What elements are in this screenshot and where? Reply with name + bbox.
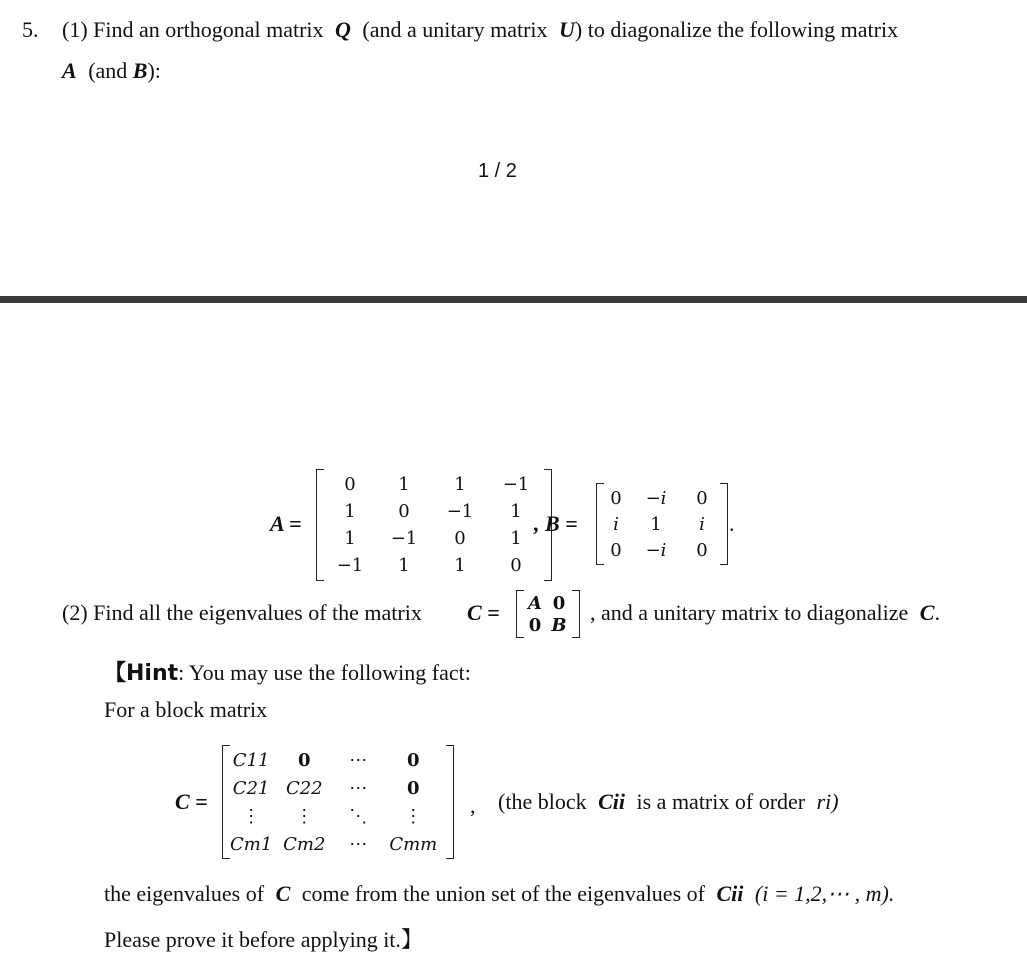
eig-b: come from the union set of the eigenvalues of — [301, 881, 705, 906]
part2-C-equals: C = — [467, 600, 500, 625]
block-matrix-AB — [516, 590, 580, 638]
matrix-A-cell: 1 — [454, 474, 466, 495]
matrix-B-cell: −i — [645, 539, 667, 561]
matrix-A-cell: −1 — [336, 555, 364, 576]
block-note-a: (the block — [498, 789, 587, 814]
matrix-A-cell: −1 — [446, 501, 474, 522]
hint-open: 【Hint — [104, 661, 179, 686]
matrix-B-cell: 0 — [696, 487, 708, 509]
part2-text: (2) Find all the eigenvalues of the matrix — [62, 600, 422, 625]
matrix-C-cell: 0 — [407, 749, 420, 771]
matrix-C-left-bracket — [222, 745, 230, 859]
A-equals-label: A = — [270, 511, 302, 536]
symbol-A: A — [62, 58, 77, 83]
matrix-A-cell: 0 — [510, 555, 522, 576]
matrix-B-cell: 0 — [696, 539, 708, 561]
block-matrix-AB-cell: 0 — [528, 614, 542, 636]
matrix-A-cell: 0 — [344, 474, 356, 495]
hint-line — [104, 656, 471, 687]
block-matrix-AB-left-bracket — [516, 590, 524, 638]
problem-number: 5. — [22, 17, 39, 42]
block-matrix-AB-cell: 0 — [552, 592, 566, 614]
eig-a: the eigenvalues of — [104, 881, 265, 906]
matrix-A-cell: 0 — [454, 528, 466, 549]
matrix-C-cell: C21 — [232, 777, 270, 799]
matrix-C-cell: ⋮ — [295, 805, 314, 827]
block-note-Cii: Cii — [598, 789, 625, 814]
part2-symbol-C: C — [919, 600, 935, 625]
matrix-B-cell: 0 — [610, 487, 622, 509]
matrix-C-cell: Cm1 — [230, 833, 273, 855]
matrix-A-cell: 1 — [510, 528, 522, 549]
matrix-B-cell: i — [699, 513, 705, 535]
matrix-A-cell: −1 — [390, 528, 418, 549]
matrix-C-comma: , — [470, 793, 476, 818]
matrix-B-cell: −i — [645, 487, 667, 509]
page-divider — [0, 296, 1027, 303]
matrix-C-table — [230, 746, 446, 858]
problem-line-2 — [62, 58, 161, 84]
problem-line-1 — [62, 17, 898, 43]
block-note-b: is a matrix of order — [636, 789, 806, 814]
matrix-C-cell: ⋮ — [404, 805, 423, 827]
block-note — [498, 789, 839, 815]
matrix-A-table — [324, 471, 544, 579]
matrix-A-cell: 1 — [344, 528, 356, 549]
matrix-C-cell: ⋯ — [349, 833, 368, 855]
eigenvalues-line — [104, 881, 894, 907]
block-note-r: ri) — [816, 789, 839, 814]
matrix-A-cell: 1 — [344, 501, 356, 522]
matrix-B-left-bracket — [596, 483, 604, 565]
symbol-Q: Q — [335, 17, 351, 42]
matrix-C-cell: ⋯ — [349, 749, 368, 771]
and-text: (and — [88, 58, 128, 83]
prove-line: Please prove it before applying it.】 — [104, 927, 423, 952]
matrix-A-cell: 1 — [454, 555, 466, 576]
matrix-B — [596, 483, 728, 565]
matrix-A-cell: 1 — [510, 501, 522, 522]
matrix-B-period: . — [729, 511, 735, 536]
B-equals-label: , B = — [534, 511, 578, 536]
hint-rest: : You may use the following fact: — [178, 660, 471, 685]
matrix-A-left-bracket — [316, 469, 324, 581]
part2-after: , and a unitary matrix to diagonalize — [590, 600, 909, 625]
matrix-B-cell: 0 — [610, 539, 622, 561]
block-matrix-line: For a block matrix — [104, 697, 268, 722]
matrix-C-block — [222, 745, 454, 859]
matrix-C-cell: C11 — [232, 749, 270, 771]
eig-C: C — [275, 881, 291, 906]
matrix-C-cell: ⋯ — [349, 777, 368, 799]
matrix-C-cell: ⋮ — [242, 805, 261, 827]
matrix-A-cell: 1 — [398, 555, 410, 576]
part1-text-c: ) to diagonalize the following matrix — [574, 17, 899, 42]
matrix-C-cell: 0 — [407, 777, 420, 799]
page-indicator: 1 / 2 — [478, 160, 517, 182]
matrix-B-table — [604, 485, 720, 563]
matrix-C-cell: Cmm — [389, 833, 438, 855]
matrix-B-right-bracket — [720, 483, 728, 565]
matrix-C-right-bracket — [446, 745, 454, 859]
block-matrix-AB-table — [524, 592, 572, 636]
part1-text-a: (1) Find an orthogonal matrix — [62, 17, 324, 42]
part1-text-b: (and a unitary matrix — [362, 17, 548, 42]
hint-C-equals: C = — [175, 789, 208, 814]
matrix-A-cell: 1 — [398, 474, 410, 495]
part2-after-text — [590, 600, 940, 626]
matrix-A-cell: 0 — [398, 501, 410, 522]
part2-end: . — [934, 600, 940, 625]
matrix-B-cell: i — [613, 513, 619, 535]
matrix-C-cell: Cm2 — [283, 833, 326, 855]
matrix-C-cell: 0 — [298, 749, 311, 771]
block-matrix-AB-cell: B — [551, 614, 567, 636]
block-matrix-AB-cell: A — [528, 592, 542, 614]
symbol-B: B — [132, 58, 148, 83]
close-text: ): — [147, 58, 161, 83]
matrix-A — [316, 469, 552, 581]
block-matrix-AB-right-bracket — [572, 590, 580, 638]
matrix-C-cell: C22 — [285, 777, 323, 799]
matrix-A-cell: −1 — [502, 474, 530, 495]
matrix-C-cell: ⋱ — [349, 805, 368, 827]
matrix-B-cell: 1 — [650, 513, 662, 535]
eig-Cii: Cii — [716, 881, 744, 906]
eig-range: (i = 1,2,⋯ , m). — [754, 881, 895, 906]
symbol-U: U — [559, 17, 575, 42]
